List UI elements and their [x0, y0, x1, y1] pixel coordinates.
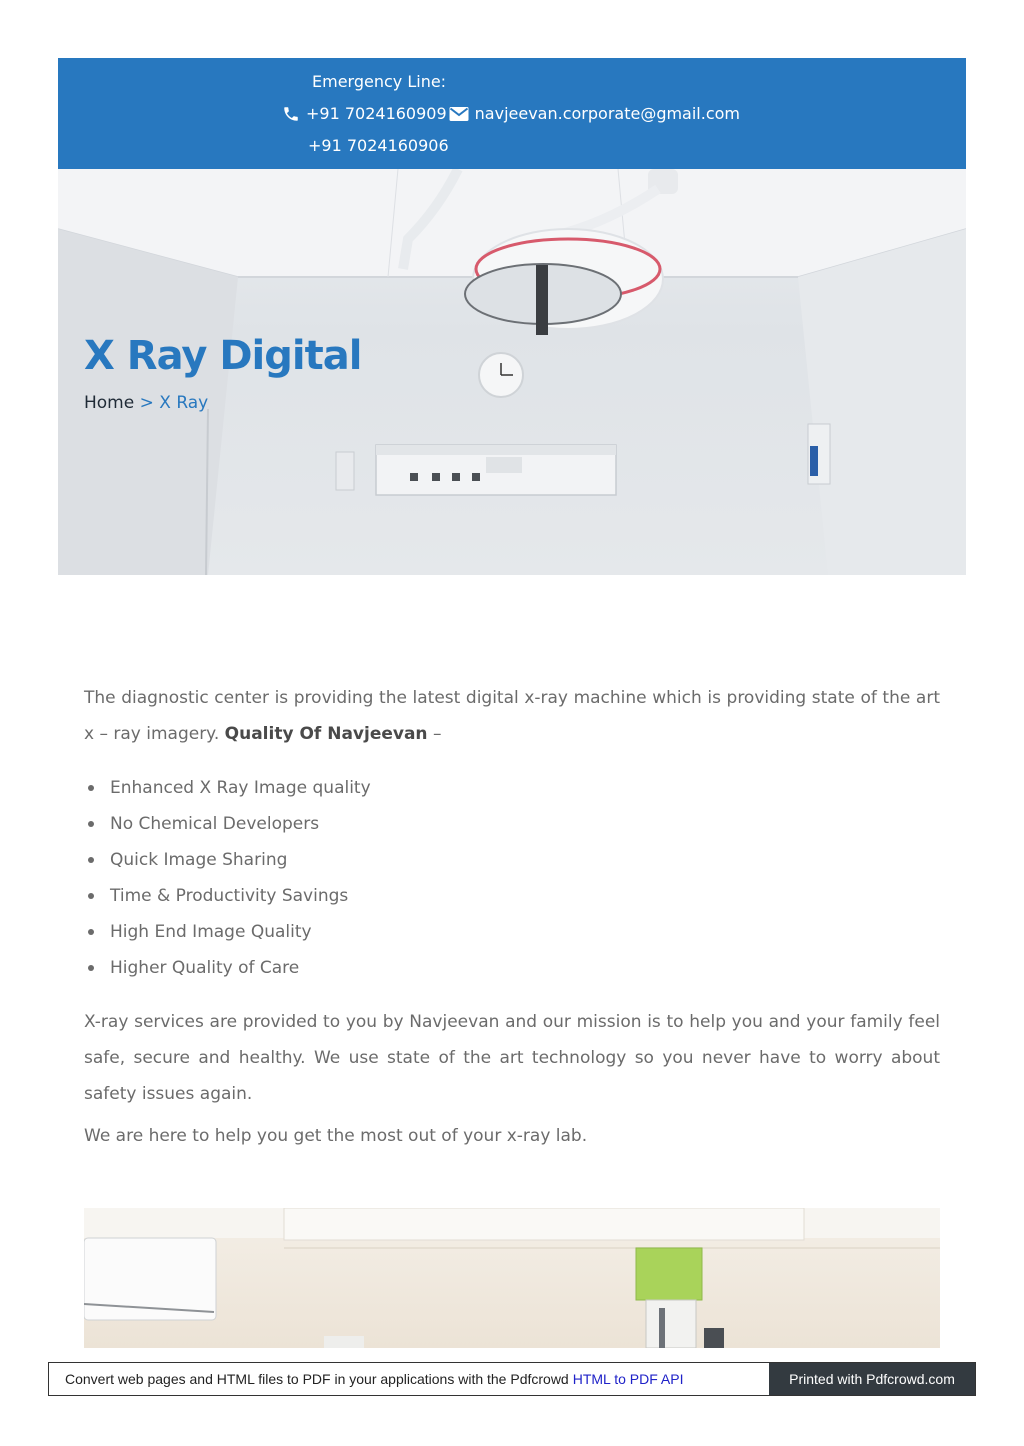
email-link[interactable]: navjeevan.corporate@gmail.com: [474, 104, 741, 123]
intro-text: The diagnostic center is providing the latest digital x-ray machine which is providing state of the art x – ray imagery.: [84, 688, 940, 744]
footer-left: [49, 1363, 769, 1395]
footer-printed-with[interactable]: Printed with Pdfcrowd.com: [769, 1363, 975, 1395]
breadcrumb-current: X Ray: [159, 393, 209, 413]
list-item: No Chemical Developers: [84, 806, 940, 842]
envelope-icon: [449, 106, 469, 122]
footer-text: Convert web pages and HTML files to PDF in your applications with the Pdfcrowd: [65, 1371, 569, 1387]
html-to-pdf-api-link[interactable]: HTML to PDF API: [572, 1371, 684, 1387]
list-item: Enhanced X Ray Image quality: [84, 770, 940, 806]
phone-icon: [282, 105, 300, 123]
breadcrumb: [84, 393, 208, 413]
list-item: Quick Image Sharing: [84, 842, 940, 878]
xray-room-image: [84, 1208, 940, 1348]
closing-paragraph: We are here to help you get the most out of your x-ray lab.: [84, 1126, 588, 1146]
list-item: Time & Productivity Savings: [84, 878, 940, 914]
contact-row: [282, 104, 740, 123]
breadcrumb-home-link[interactable]: Home: [84, 393, 135, 413]
intro-suffix: –: [427, 724, 442, 744]
xray-room-illustration: [84, 1208, 940, 1348]
feature-list: [84, 770, 940, 986]
mission-paragraph: X-ray services are provided to you by Navjeevan and our mission is to help you and your family feel safe, secure and healthy. We use state of the art technology so you never have to worry about safety issues again.: [84, 1012, 940, 1104]
main-content: [84, 680, 940, 1154]
intro-paragraph: [84, 680, 940, 752]
page-title: X Ray Digital: [84, 333, 362, 379]
intro-strong: Quality Of Navjeevan: [224, 724, 428, 744]
phone-primary-link[interactable]: +91 7024160909: [306, 104, 447, 123]
phone-secondary-link[interactable]: +91 7024160906: [308, 136, 449, 155]
breadcrumb-separator: >: [139, 393, 154, 413]
hero-banner: [58, 169, 966, 575]
list-item: High End Image Quality: [84, 914, 940, 950]
list-item: Higher Quality of Care: [84, 950, 940, 986]
pdfcrowd-footer: [48, 1362, 976, 1396]
emergency-label: Emergency Line:: [312, 72, 447, 91]
contact-bar: [58, 58, 966, 169]
